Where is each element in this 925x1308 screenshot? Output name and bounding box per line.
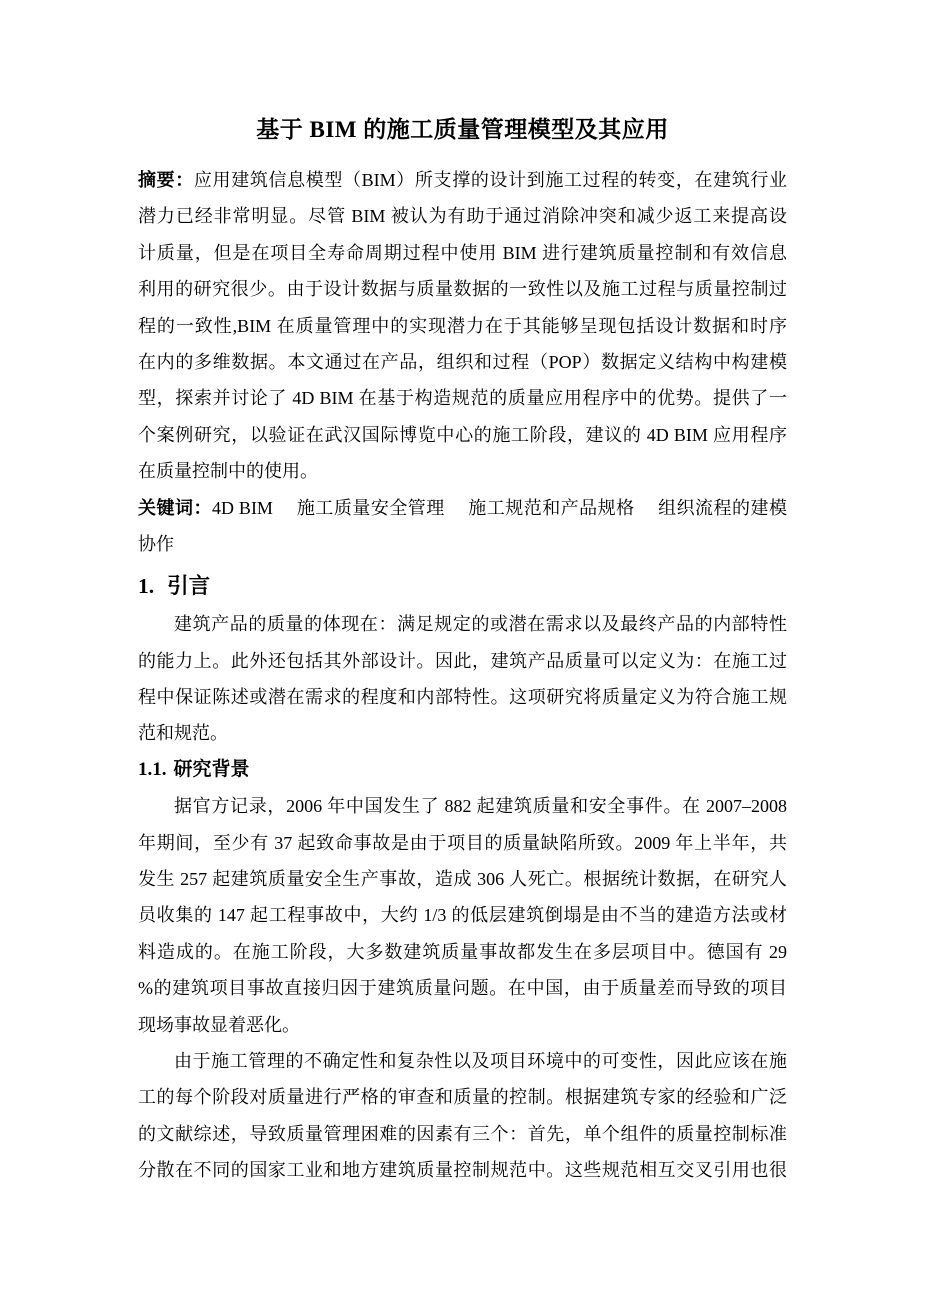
keywords-line: 协作 <box>138 533 174 554</box>
paragraph-line: 发生 257 起建筑质量安全生产事故，造成 306 人死亡。根据统计数据，在研究人 <box>138 869 787 890</box>
abstract-line: 程的一致性,BIM 在质量管理中的实现潜力在于其能够呈现包括设计数据和时序 <box>138 315 787 336</box>
document-content <box>138 0 787 1189</box>
document-title: 基于 BIM 的施工质量管理模型及其应用 <box>256 117 669 142</box>
section-1-1-paragraph-1 <box>138 788 787 1043</box>
paragraph-line: 料造成的。在施工阶段，大多数建筑质量事故都发生在多层项目中。德国有 29 <box>138 941 787 962</box>
abstract-label: 摘要： <box>138 170 194 190</box>
keywords-text: 4D BIM 施工质量安全管理 施工规范和产品规格 组织流程的建模 <box>211 497 787 518</box>
paragraph-line: 的文献综述，导致质量管理困难的因素有三个：首先，单个组件的质量控制标准 <box>138 1123 787 1144</box>
section-1-1-paragraph-2 <box>138 1043 787 1189</box>
abstract-line: 型，探索并讨论了 4D BIM 在基于构造规范的质量应用程序中的优势。提供了一 <box>138 388 787 409</box>
keywords-line <box>138 490 787 526</box>
section-1-paragraph <box>138 606 787 752</box>
abstract-section <box>138 162 787 490</box>
section-1-1-title: 研究背景 <box>173 758 250 780</box>
keywords-section <box>138 490 787 563</box>
section-1-1-number: 1.1. <box>138 758 167 780</box>
paragraph-line: 的能力上。此外还包括其外部设计。因此，建筑产品质量可以定义为：在施工过 <box>138 650 787 671</box>
abstract-text: 应用建筑信息模型（BIM）所支撑的设计到施工过程的转变，在建筑行业 <box>193 170 788 190</box>
paragraph-line: 工的每个阶段对质量进行严格的审查和质量的控制。根据建筑专家的经验和广泛 <box>138 1087 787 1108</box>
paragraph-line: 由于施工管理的不确定性和复杂性以及项目环境中的可变性，因此应该在施 <box>174 1050 787 1071</box>
abstract-line: 在内的多维数据。本文通过在产品，组织和过程（POP）数据定义结构中构建模 <box>138 351 787 372</box>
section-1-number: 1. <box>138 574 155 599</box>
section-1-title: 引言 <box>167 574 211 599</box>
paragraph-line: 范和规范。 <box>138 723 228 744</box>
keywords-label: 关键词： <box>138 497 212 518</box>
abstract-line: 潜力已经非常明显。尽管 BIM 被认为有助于通过消除冲突和减少返工来提高设 <box>138 206 787 227</box>
paragraph-line: %的建筑项目事故直接归因于建筑质量问题。在中国，由于质量差而导致的项目 <box>138 978 787 999</box>
paragraph-line: 程中保证陈述或潜在需求的程度和内部特性。这项研究将质量定义为符合施工规 <box>138 687 787 708</box>
paragraph-line: 据官方记录，2006 年中国发生了 882 起建筑质量和安全事件。在 2007–2008 <box>174 796 787 817</box>
paragraph-line: 员收集的 147 起工程事故中，大约 1/3 的低层建筑倒塌是由不当的建造方法或材 <box>138 905 787 926</box>
paragraph-line: 现场事故显着恶化。 <box>138 1014 300 1035</box>
paragraph-line: 年期间，至少有 37 起致命事故是由于项目的质量缺陷所致。2009 年上半年，共 <box>138 832 787 853</box>
section-1-1-heading <box>138 752 787 788</box>
section-1-heading <box>138 566 787 606</box>
abstract-line: 在质量控制中的使用。 <box>138 461 318 482</box>
abstract-line: 利用的研究很少。由于设计数据与质量数据的一致性以及施工过程与质量控制过 <box>138 279 787 300</box>
paragraph-line: 分散在不同的国家工业和地方建筑质量控制规范中。这些规范相互交叉引用也很 <box>138 1160 787 1181</box>
abstract-line: 计质量，但是在项目全寿命周期过程中使用 BIM 进行建筑质量控制和有效信息 <box>138 242 787 263</box>
abstract-line: 个案例研究，以验证在武汉国际博览中心的施工阶段，建议的 4D BIM 应用程序 <box>138 424 787 445</box>
paragraph-line: 建筑产品的质量的体现在：满足规定的或潜在需求以及最终产品的内部特性 <box>174 614 787 635</box>
abstract-line <box>138 162 787 198</box>
